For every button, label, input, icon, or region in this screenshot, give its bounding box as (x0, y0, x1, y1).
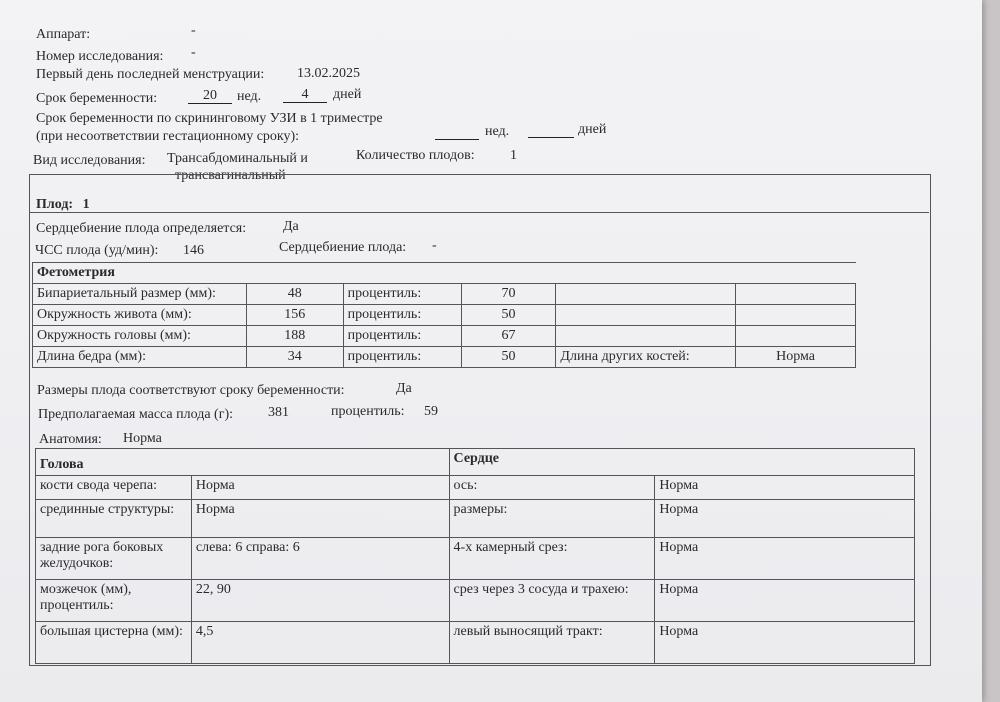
lmp-label: Первый день последней менструации: (36, 67, 265, 82)
size-match-value: Да (396, 381, 412, 396)
fetometry-row (33, 305, 856, 326)
fetometry-value: 156 (246, 305, 343, 326)
anatomy-header-row (36, 449, 915, 476)
heart-label: 4-х камерный срез: (449, 538, 655, 580)
fetometry-extra-value (736, 326, 856, 347)
screen-days-unit: дней (578, 122, 607, 137)
fetometry-name: Бипариетальный размер (мм): (33, 284, 247, 305)
fetometry-name: Окружность головы (мм): (33, 326, 247, 347)
fetometry-name: Длина бедра (мм): (33, 347, 247, 368)
lmp-value: 13.02.2025 (297, 66, 360, 81)
size-match-label: Размеры плода соответствуют сроку беременности: (37, 383, 345, 398)
fetometry-row (33, 326, 856, 347)
fetometry-extra-label (556, 305, 736, 326)
heart-label: срез через 3 сосуда и трахею: (449, 580, 655, 622)
fetometry-header-row (33, 263, 856, 284)
heart-label: размеры: (449, 500, 655, 538)
fetometry-pct: 70 (461, 284, 556, 305)
ga-days-unit: дней (333, 87, 362, 102)
weight-pct-label: процентиль: (331, 404, 405, 419)
fetometry-extra-label: Длина других костей: (556, 347, 736, 368)
heart-title: Сердце (449, 449, 914, 476)
hr-value: 146 (183, 243, 204, 258)
fetometry-pct: 67 (461, 326, 556, 347)
fetometry-pct-label: процентиль: (343, 326, 461, 347)
weight-value: 381 (268, 405, 289, 420)
heart-label: левый выносящий тракт: (449, 622, 655, 664)
fetus-number: 1 (82, 197, 90, 212)
screen-ga-weeks (435, 124, 479, 140)
screen-weeks-unit: нед. (485, 124, 510, 139)
fetus-title-label: Плод: (36, 197, 74, 212)
head-value: 22, 90 (191, 580, 449, 622)
fetometry-value: 34 (246, 347, 343, 368)
study-number-value: - (191, 45, 196, 60)
anatomy-table (35, 448, 915, 664)
anatomy-row (36, 580, 915, 622)
heart-label: ось: (449, 476, 655, 500)
study-number-label: Номер исследования: (36, 49, 164, 64)
fetometry-value: 188 (246, 326, 343, 347)
study-type-label: Вид исследования: (33, 153, 146, 168)
anatomy-row (36, 500, 915, 538)
screen-ga-label-1: Срок беременности по скрининговому УЗИ в 1 триместре (36, 111, 383, 126)
ga-weeks: 20 (188, 88, 232, 104)
screen-ga-days (528, 122, 574, 138)
study-type-value-2: трансвагинальный (175, 168, 286, 183)
fetometry-extra-label (556, 284, 736, 305)
screen-ga-label-2: (при несоответствии гестационному сроку): (36, 129, 300, 144)
weight-label: Предполагаемая масса плода (г): (38, 407, 234, 422)
fetometry-value: 48 (246, 284, 343, 305)
ga-weeks-unit: нед. (237, 89, 262, 104)
head-label: задние рога боковых желудочков: (36, 538, 192, 580)
hr-label: ЧСС плода (уд/мин): (35, 243, 159, 258)
head-label: большая цистерна (мм): (36, 622, 192, 664)
anatomy-row (36, 538, 915, 580)
fetometry-row (33, 347, 856, 368)
ga-label: Срок беременности: (36, 91, 158, 106)
heart-value: Норма (655, 622, 915, 664)
fetometry-pct-label: процентиль: (343, 347, 461, 368)
fetometry-pct: 50 (461, 305, 556, 326)
fetometry-row (33, 284, 856, 305)
device-value: - (191, 23, 196, 38)
fetometry-table (32, 262, 856, 368)
fetometry-pct: 50 (461, 347, 556, 368)
heart-value: Норма (655, 538, 915, 580)
anatomy-value: Норма (123, 431, 162, 446)
fetometry-extra-value (736, 305, 856, 326)
study-type-value-1: Трансабдоминальный и (167, 151, 308, 166)
ga-days: 4 (283, 87, 327, 103)
head-label: мозжечок (мм), процентиль: (36, 580, 192, 622)
anatomy-row (36, 622, 915, 664)
anatomy-label: Анатомия: (39, 432, 102, 447)
heartbeat2-value: - (432, 238, 437, 253)
head-value: Норма (191, 500, 449, 538)
head-label: срединные структуры: (36, 500, 192, 538)
fetometry-extra-value (736, 284, 856, 305)
head-value: Норма (191, 476, 449, 500)
heartbeat-value: Да (283, 219, 299, 234)
heart-value: Норма (655, 500, 915, 538)
fetometry-title: Фетометрия (33, 263, 856, 284)
fetometry-name: Окружность живота (мм): (33, 305, 247, 326)
fetus-count-label: Количество плодов: (356, 148, 475, 163)
weight-pct-value: 59 (424, 404, 438, 419)
head-value: 4,5 (191, 622, 449, 664)
heartbeat-label: Сердцебиение плода определяется: (36, 221, 247, 236)
heart-value: Норма (655, 476, 915, 500)
fetometry-extra-value: Норма (736, 347, 856, 368)
device-label: Аппарат: (36, 27, 91, 42)
fetus-count-value: 1 (510, 148, 517, 163)
head-title: Голова (36, 449, 450, 476)
fetometry-pct-label: процентиль: (343, 305, 461, 326)
fetus-header-divider (29, 174, 929, 213)
fetus-title (36, 197, 90, 213)
anatomy-row (36, 476, 915, 500)
heartbeat2-label: Сердцебиение плода: (279, 240, 407, 255)
heart-value: Норма (655, 580, 915, 622)
head-value: слева: 6 справа: 6 (191, 538, 449, 580)
fetometry-extra-label (556, 326, 736, 347)
fetometry-pct-label: процентиль: (343, 284, 461, 305)
head-label: кости свода черепа: (36, 476, 192, 500)
